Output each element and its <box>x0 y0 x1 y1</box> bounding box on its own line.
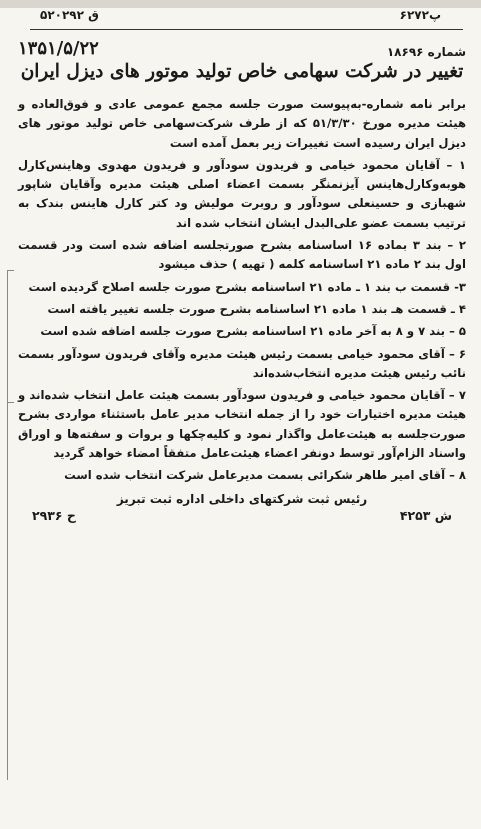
column-divider <box>30 29 463 30</box>
notice-body <box>18 95 466 486</box>
item-1: ۱ – آقایان محمود خیامی و فریدون سودآور و فریدون مهدوی وهاینس‌کارل هوبه‌وکارل‌هاینس آیزنمنگر بسمت اعضاء اصلی هیئت مدیره وآقایان شاپور شهبازی و حسینعلی سودآور و روبرت مولیش ود کتر کارل هاینس بندک به ترتیب بسمت عضو علی‌البدل ایشان انتخاب شده اند <box>18 157 466 230</box>
notice-footer <box>18 508 466 523</box>
notice-meta <box>18 38 466 59</box>
previous-notice-codes <box>40 8 441 22</box>
footer-code-right: ش ۴۲۵۳ <box>399 507 452 523</box>
item-6: ۶ – آقای محمود خیامی بسمت رئیس هیئت مدیره وآقای فریدون سودآور بسمت نائب رئیس هیئت مدیره انتخاب‌شده‌اند <box>18 346 466 380</box>
margin-tick <box>8 402 14 403</box>
previous-notice-code-right: پ۶۲۷۲ <box>399 8 441 22</box>
item-8: ۸ – آقای امیر طاهر شکرائی بسمت مدیرعامل شرکت انتخاب شده است <box>64 468 466 483</box>
previous-notice-edge <box>0 0 481 8</box>
intro-paragraph: برابر نامه شماره-به‌پیوست صورت جلسه مجمع عمومی عادی و فوق‌العاده و هیئت مدیره مورخ ۵۱/۳/۳۰ که از طرف شرکت‌سهامی خاص تولید موتور های دیزل ایران رسیده است تغییرات زیر بعمل آمده است <box>18 97 466 150</box>
item-2: ۲ – بند ۳ بماده ۱۶ اساسنامه بشرح صورتجلسه اضافه شده است ودر قسمت اول بند ۲ ماده ۲۱ اساسنامه کلمه ( تهیه ) حذف میشود <box>18 238 466 272</box>
registration-number: شماره ۱۸۶۹۶ <box>386 45 466 59</box>
margin-tick <box>8 270 14 271</box>
item-5: ۵ – بند ۷ و ۸ به آخر ماده ۲۱ اساسنامه بشرح صورت جلسه اضافه شده است <box>40 324 466 339</box>
item-7: ۷ – آقایان محمود خیامی و فریدون سودآور بسمت هیئت عامل انتخاب شده‌اند و هیئت مدیره اختیارات خود را از جمله انتخاب مدیر عامل باستثناء مواردی بشرح صورت‌جلسه به هیئت‌عامل واگذار نمود و کلیه‌چکها و بروات و سفته‌ها و اوراق واسناد الزام‌آور توسط دونفر اعضاء هیئت‌عامل متفقاً امضاء خواهد گردید <box>18 388 466 461</box>
previous-notice-code-left: ق ۵۲۰۲۹۲ <box>40 8 99 22</box>
left-margin-rule <box>7 270 8 780</box>
footer-code-left: ح ۲۹۳۶ <box>32 507 76 523</box>
notice-date: ۱۳۵۱/۵/۲۲ <box>18 38 99 59</box>
notice <box>18 38 466 523</box>
notice-headline: تغییر در شرکت سهامی خاص تولید موتور های دیزل ایران <box>20 61 464 82</box>
signoff: رئیس ثبت شرکتهای داخلی اداره ثبت تبریز <box>116 491 368 506</box>
item-3: ۳- قسمت ب بند ۱ ـ ماده ۲۱ اساسنامه بشرح صورت جلسه اصلاح گردیده است <box>28 279 466 294</box>
item-4: ۴ ـ قسمت هـ بند ۱ ماده ۲۱ اساسنامه بشرح صورت جلسه تغییر یافته است <box>47 301 466 316</box>
